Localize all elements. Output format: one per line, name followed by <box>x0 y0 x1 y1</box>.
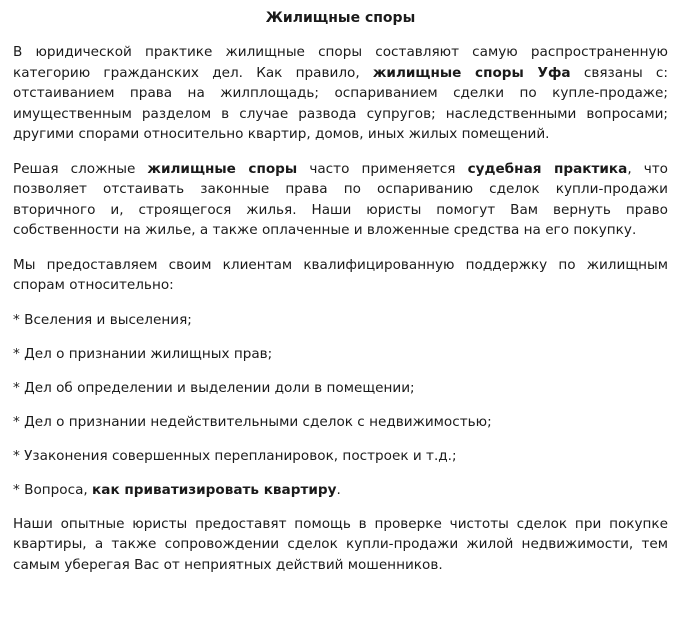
list-item: * Дел о признании жилищных прав; <box>13 345 273 362</box>
paragraph-closing: Наши опытные юристы предоставят помощь в проверке чистоты сделок при покупке квартиры, а также сопровождении сделок купли-продажи жилой недвижимости, тем самым уберегая Вас от неприятных действий мошенников. <box>13 515 668 573</box>
list-item-text-b: . <box>336 481 341 498</box>
paragraph-practice-text-c: , что позволяет отстаивать законные права по оспариванию сделок купли-продажи вторичного и, строящегося жилья. Наши юристы помогут Вам вернуть право собственности на жилье, а также оплаченные и вложенные средства на его покупку. <box>13 160 668 238</box>
paragraph-practice <box>13 159 668 241</box>
list-item: * Дел об определении и выделении доли в помещении; <box>13 379 415 396</box>
list-item: * Узаконения совершенных перепланировок, построек и т.д.; <box>13 447 457 464</box>
list-item: * Дел о признании недействительными сделок с недвижимостью; <box>13 413 492 430</box>
article-title: Жилищные споры <box>265 10 416 26</box>
keyword-privatize-apartment: как приватизировать квартиру <box>92 481 337 498</box>
list-item-text-a: * Вопроса, <box>13 481 93 498</box>
paragraph-intro-text-a: В юридической практике жилищные споры составляют самую распространенную категорию гражданских дел. Как правило, <box>13 44 668 81</box>
paragraph-practice-text-b: часто применяется <box>297 160 468 177</box>
paragraph-practice-text-a: Решая сложные <box>13 160 148 177</box>
paragraph-services-intro: Мы предоставляем своим клиентам квалифицированную поддержку по жилищным спорам относительно: <box>13 256 668 293</box>
keyword-housing-disputes: жилищные споры <box>147 160 298 177</box>
keyword-housing-disputes-ufa: жилищные споры Уфа <box>372 64 571 81</box>
paragraph-intro-text-b: связаны с: отстаиванием права на жилплощадь; оспариванием сделки по купле-продаже; имущественным разделом в случае развода супругов; наследственными вопросами; другими спорами относительно квартир, домов, иных жилых помещений. <box>13 64 668 142</box>
list-item: * Вселения и выселения; <box>13 311 192 328</box>
paragraph-intro <box>13 42 668 145</box>
list-item-privatization <box>13 480 668 501</box>
keyword-judicial-practice: судебная практика <box>467 160 628 177</box>
